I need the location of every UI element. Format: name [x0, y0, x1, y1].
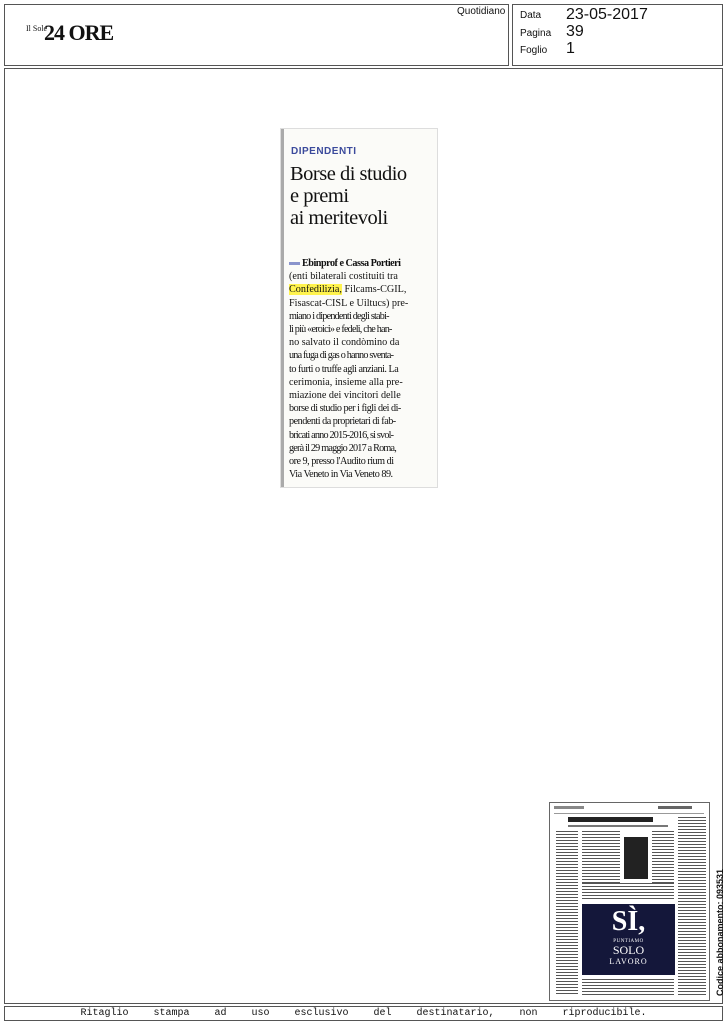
- body-line: li più «eroici» e fedeli, che han-: [289, 324, 392, 336]
- highlight-confedilizia: Confedilizia,: [289, 284, 342, 296]
- data-label: Data: [520, 10, 542, 21]
- thumb-column: [556, 831, 578, 996]
- scan-edge: [281, 129, 284, 487]
- thumb-advertisement: [582, 904, 675, 975]
- bullet-icon: [289, 262, 300, 265]
- article-clipping: [280, 128, 438, 488]
- page-thumbnail: [549, 802, 710, 1001]
- body-line-lead: Ebinprof e Cassa Portieri: [302, 258, 401, 269]
- article-body: [289, 257, 435, 481]
- body-line: [289, 257, 435, 270]
- thumb-column: [582, 979, 674, 997]
- body-line: (enti bilaterali costituiti tra: [289, 271, 398, 283]
- body-line: bricati anno 2015-2016, si svol-: [289, 429, 394, 441]
- body-line: ore 9, presso l'Audito rium di: [289, 456, 394, 468]
- foglio-label: Foglio: [520, 45, 548, 56]
- title-line: Borse di studio: [290, 163, 407, 185]
- body-line: to furti o truffe agli anziani. La: [289, 363, 399, 375]
- body-line: miazione dei vincitori delle: [289, 390, 401, 402]
- body-line: no salvato il condòmino da: [289, 337, 400, 349]
- subscription-code: Codice abbonamento: 093531: [715, 868, 725, 996]
- footer-notice: [4, 1006, 723, 1021]
- ad-lavoro: LAVORO: [609, 957, 648, 966]
- data-value: 23-05-2017: [566, 6, 648, 23]
- thumb-topbar-left: [554, 806, 584, 809]
- foglio-value: 1: [566, 40, 575, 57]
- body-line: borse di studio per i figli dei di-: [289, 403, 401, 415]
- title-line: e premi: [290, 185, 349, 207]
- thumb-dark-box: [624, 837, 648, 879]
- body-line-rest: Filcams-CGIL,: [341, 284, 407, 296]
- logo-il-sole: Il Sole: [26, 24, 48, 33]
- thumb-headline: [568, 817, 653, 822]
- body-line: [289, 283, 435, 296]
- body-line: Fisascat-CISL e Uiltucs) pre-: [289, 297, 409, 309]
- ad-puntiamo: PUNTIAMO: [613, 939, 644, 944]
- thumb-column: [582, 883, 674, 901]
- body-line: pendenti da proprietari di fab-: [289, 416, 396, 428]
- article-title: [290, 163, 436, 229]
- body-line: una fuga di gas o hanno sventa-: [289, 350, 394, 362]
- footer-text: Ritaglio stampa ad uso esclusivo del destinatario, non riproducibile.: [80, 1008, 647, 1019]
- body-line: gerà il 29 maggio 2017 a Roma,: [289, 442, 396, 454]
- thumb-topbar-right: [658, 806, 692, 809]
- body-line: miano i dipendenti degli stabi-: [289, 310, 389, 322]
- ad-solo: SOLO: [612, 943, 645, 957]
- body-line: Via Veneto in Via Veneto 89.: [289, 469, 393, 481]
- logo-24-ore: 24 ORE: [44, 20, 114, 45]
- ad-si: SÌ,: [611, 906, 646, 937]
- thumb-column: [678, 817, 706, 997]
- publication-type: Quotidiano: [457, 6, 506, 17]
- pagina-label: Pagina: [520, 28, 552, 39]
- section-label: DIPENDENTI: [291, 146, 357, 157]
- title-line: ai meritevoli: [290, 207, 388, 229]
- body-line: cerimonia, insieme alla pre-: [289, 376, 403, 388]
- pagina-value: 39: [566, 23, 584, 40]
- thumb-subhead: [568, 825, 668, 827]
